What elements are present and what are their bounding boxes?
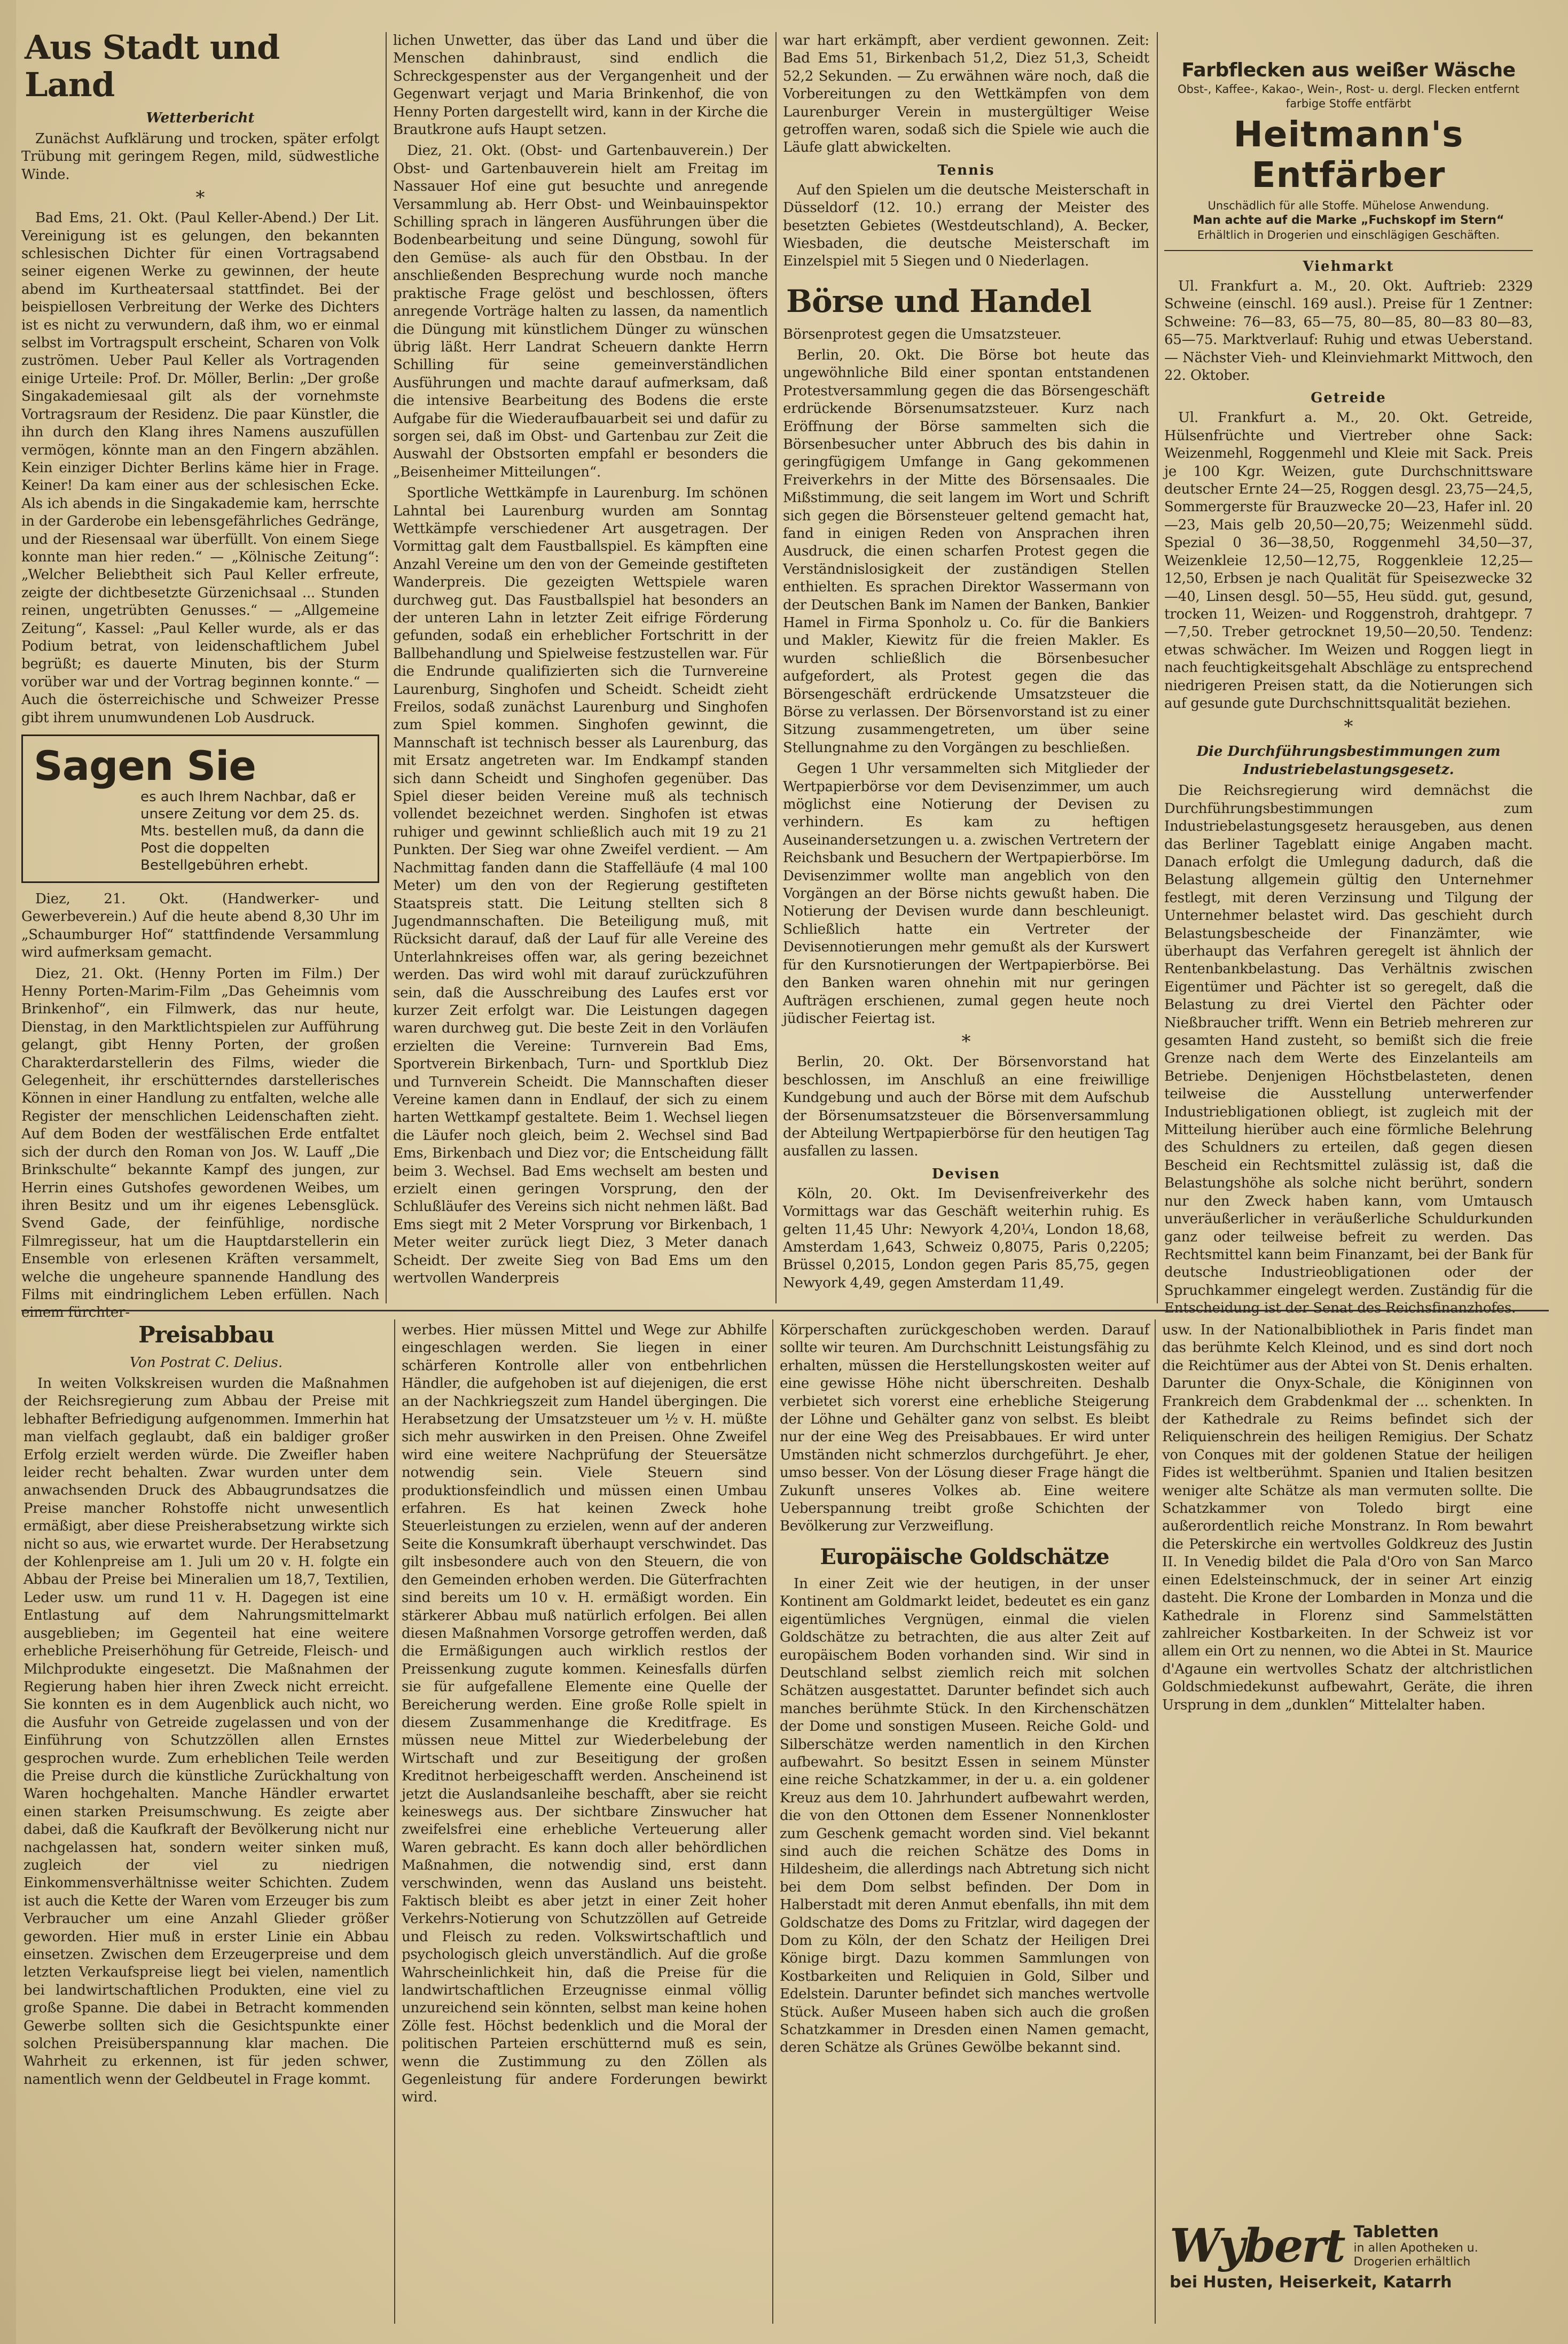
article-industriebelastung: Die Reichsregierung wird demnächst die Durchführungsbestimmungen zum Industriebelastungsgesetz herausgeben, aus denen das Berliner Tageblatt einige Angaben macht. Danach erfolgt die Umlegung dadurch, daß die Belastung allgemein gültig den Unternehmer festlegt, mit deren Verzinsung und Tilgung der Unternehmer belastet wird. Das geschieht durch Belastungsbescheide der Finanzämter, wie überhaupt das Verfahren geregelt ist ähnlich der Rentenbankbelastung. Das Verhältnis zwischen Eigentümer und Pächter ist so geregelt, daß die Belastung zu drei Viertel den Pächter oder Nießbraucher trifft. Wenn ein Betrieb mehreren zur gesamten Hand zusteht, so bemißt sich die freie Grenze nach dem Werte des Einzelanteils am Betriebe. Denjenigen Höchstbelasteten, denen teilweise die Ausstellung unterwerfender Industriebligationen obliegt, ist zugleich mit der Mitteilung hierüber auch eine förmliche Belehrung des Schuldners zu erteilen, daß gegen diesen Bescheid ein Rechtsmittel zulässig ist, daß die Belastungshöhe als solche nicht berührt, sondern nur den Zweck haben kann, vom Umtausch unveräußerlicher in veräußerliche Schuldurkunden ganz oder teilweise befreit zu werden. Das Rechtsmittel kann beim Finanzamt, bei der Bank für deutsche Industrieobligationen oder der Spruchkammer eingelegt werden. Zuständig für die Entscheidung ist der Senat des Reichsfinanzhofes. — [1164, 783, 1533, 1317]
column-rule — [1157, 32, 1158, 1303]
ad-subline: Obst-, Kaffee-, Kakao-, Wein-, Rost- u. dergl. Flecken entfernt farbige Stoffe entfärbt — [1178, 83, 1519, 110]
column-rule — [1155, 1319, 1156, 2324]
column-goldschaetze — [780, 1322, 1149, 2331]
article-title: Europäische Goldschätze — [820, 1544, 1109, 1569]
ad-logo: Wybert — [1170, 2219, 1344, 2273]
article-henny-porten-cont: lichen Unwetter, das über das Land und über die Menschen dahinbraust, sind endlich die Schreckgespenster aus der Vergangenheit und der Gegenwart verjagt und Maria Brinkenhof, die von Henny Porten dargestellt wird, kann in der Kirche die Brautkrone aufs Haupt setzen. — [393, 33, 768, 138]
article-henny-porten: Diez, 21. Okt. (Henny Porten im Film.) Der Henny Porten-Marim-Film „Das Geheimnis vom Brinkenhof“, ein Filmwerk, das nur heute, Dienstag, in den Marktlichtspielen zur Aufführung gelangt, gibt Henny Porten, der großen Charakterdarstellerin des Films, wieder die Gelegenheit, ihr erschütterndes darstellerisches Können in einer Handlung zu entfalten, welche alle Register der menschlichen Leidenschaften zieht. Auf dem Boden der westfälischen Erde entfaltet sich der durch den Roman von Jos. W. Lauff „Die Brinkschulte“ bekannte Kampf des jungen, zur Herrin eines Gutshofes gewordenen Weibes, um ihren Besitz und um ihr eigenes Lebensglück. Svend Gade, der feinfühlige, nordische Filmregisseur, hat um die Hauptdarstellerin ein Ensemble von erlesenen Kräften versammelt, welche die ungeheure spannende Handlung des Films mit eindringlichem Leben erfüllen. Nach einem fürchter- — [21, 965, 379, 1321]
subscription-ad — [21, 735, 379, 883]
column-markets — [1164, 59, 1533, 1317]
column-rule — [772, 1319, 773, 2324]
viehmarkt-title: Viehmarkt — [1303, 259, 1394, 275]
ad-text: es auch Ihrem Nachbar, daß er unsere Zeitung vor dem 25. ds. Mts. bestellen muß, da dann die Post die doppelten Bestellgebühren erhebt. — [140, 789, 364, 873]
wybert-ad — [1170, 2219, 1533, 2324]
article-gewerbeverein: Diez, 21. Okt. (Handwerker- und Gewerbeverein.) Auf die heute abend 8,30 Uhr im „Schaumburger Hof“ stattfindende Versammlung wird aufmerksam gemacht. — [21, 891, 379, 961]
ad-brand: Heitmann's Entfärber — [1233, 114, 1464, 196]
column-local-news — [21, 27, 379, 1321]
column-boerse — [783, 32, 1149, 1306]
entfaerber-ad — [1164, 59, 1533, 243]
column-goldschaetze-cont — [1162, 1322, 1533, 2155]
weather-text: Zunächst Aufklärung und trocken, später erfolgt Trübung mit geringem Regen, mild, südwestliche Winde. — [21, 131, 379, 183]
column-local-news-cont — [393, 32, 768, 1306]
ad-trademark: Man achte auf die Marke „Fuchskopf im Stern“ — [1193, 214, 1504, 227]
ad-availability: Erhältlich in Drogerien und einschlägigen Geschäften. — [1197, 229, 1500, 241]
article-viehmarkt: Ul. Frankfurt a. M., 20. Okt. Auftrieb: 2329 Schweine (einschl. 169 ausl.). Preise für 1 Zentner: Schweine: 76—83, 65—75, 80—85, 80—83 80—83, 65—75. Marktverlauf: Ruhig und etwas Ueberstand. — Nächster Vieh- und Kleinviehmarkt Mittwoch, den 22. Oktober. — [1164, 278, 1533, 384]
article-laurenburg-sport: Sportliche Wettkämpfe in Laurenburg. Im schönen Lahntal bei Laurenburg wurden am Sonntag Wettkämpfe verschiedener Art ausgetragen. Der Vormittag galt dem Faustballspiel. Es kämpften eine Anzahl Vereine um den von der Gemeinde gestifteten Wanderpreis. Die gezeigten Wettspiele waren durchweg gut. Das Faustballspiel hat besonders an der unteren Lahn in letzter Zeit eifrige Förderung gefunden, sodaß ein erheblicher Fortschritt in der Ballbehandlung und Spielweise festzustellen war. Für die Endrunde qualifizierten sich die Turnvereine Laurenburg, Singhofen und Scheidt. Scheidt zieht Freilos, sodaß zunächst Laurenburg und Singhofen zum Spiel kommen. Singhofen gewinnt, die Mannschaft ist technisch besser als Laurenburg, das mit Ersatz angetreten war. Im Endkampf standen sich dann Scheidt und Singhofen gegenüber. Das Spiel dieser beiden Vereine muß als technisch vollendet bezeichnet werden. Singhofen ist etwas ruhiger und gewinnt schließlich auch mit 19 zu 21 Punkten. Der Sieg war ohne Zweifel verdient. — Am Nachmittag fanden dann die Staffelläufe (4 mal 100 Meter) um den von der Regierung gestifteten Staatspreis statt. Die Leitung stellten sich 8 Jugendmannschaften. Die Beteiligung muß, mit Rücksicht darauf, daß der Lauf für alle Vereine des Unterlahnkreises offen war, als gering bezeichnet werden. Das wird wohl mit darauf zurückzuführen sein, daß die Ausschreibung des Laufes erst vor kurzer Zeit erfolgt war. Die Leistungen dagegen waren durchweg gut. Die beste Zeit in den Vorläufen erzielten die Vereine: Turnverein Bad Ems, Sportverein Birkenbach, Turn- und Sportklub Diez und Turnverein Scheidt. Die Mannschaften dieser Vereine kamen dann in Endlauf, der sich zu einem harten Wettkampf gestaltete. Beim 1. Wechsel liegen die Läufer noch gleich, beim 2. Wechsel sind Bad Ems, Birkenbach und Diez vor; die Entscheidung fällt beim 3. Wechsel. Bad Ems wechselt am besten und erzielt einen geringen Vorsprung, den der Schlußläufer des Vereins sich nicht nehmen läßt. Bad Ems siegt mit 2 Meter Vorsprung vor Birkenbach, 1 Meter weiter zurück liegt Diez, 3 Meter danach Scheidt. Der zweite Sieg von Bad Ems um den wertvollen Wanderpreis — [393, 485, 768, 1287]
separator-star: * — [1344, 716, 1353, 738]
column-preisabbau — [23, 1319, 389, 2332]
section-heading: Aus Stadt und Land — [25, 28, 280, 104]
separator-star: * — [195, 187, 205, 209]
paper-fold-shadow — [0, 0, 16, 2344]
tennis-title: Tennis — [937, 162, 995, 178]
divider — [1164, 250, 1533, 251]
article-obstbauverein: Diez, 21. Okt. (Obst- und Gartenbauverein.) Der Obst- und Gartenbauverein hielt am Freitag im Nassauer Hof eine gut besuchte und anregende Versammlung ab. Herr Obst- und Weinbauinspektor Schilling sprach in längeren Ausführungen über die Bodenbearbeitung und seine Düngung, sowohl für den Gemüse- als auch für den Obstbau. In der anschließenden Besprechung wurde noch manche praktische Frage gelöst und beschlossen, öfters anregende Vorträge halten zu lassen, da namentlich die Düngung mit künstlichem Dünger zu wünschen übrig läßt. Herr Landrat Scheuern dankte Herrn Schilling für seine gemeinverständlichen Ausführungen und machte darauf aufmerksam, daß die intensive Bearbeitung des Bodens die erste Aufgabe für die Wiederaufbauarbeit sei und dafür zu sorgen sei, daß im Obst- und Gartenbau zur Zeit die Auswahl der Obstsorten empfahl er besonders die „Beisenheimer Mitteilungen“. — [393, 143, 768, 480]
weather-title: Wetterbericht — [146, 110, 255, 126]
article-preisabbau: In weiten Volkskreisen wurden die Maßnahmen der Reichsregierung zum Abbau der Preise mit lebhafter Befriedigung aufgenommen. Immerhin hat man vielfach geglaubt, daß ein baldiger großer Erfolg erzielt werden würde. Die Zweifler haben leider recht behalten. Zwar wurden unter dem anwachsenden Druck des Abbaugrundsatzes die Preise mancher Rohstoffe nicht unwesentlich ermäßigt, aber diese Preisherabsetzung wirkte sich nicht so aus, wie erwartet wurde. Der Herabsetzung der Kohlenpreise am 1. Juli um 20 v. H. folgte ein Abbau der Preise bei Mineralien um 18,7, Textilien, Leder usw. um rund 11 v. H. Dagegen ist eine Entlastung auf dem Nahrungsmittelmarkt ausgeblieben; im Gegenteil hat eine weitere erhebliche Preiserhöhung für Getreide, Fleisch- und Milchprodukte eingesetzt. Die Maßnahmen der Regierung haben hier ihren Zweck nicht erreicht. Sie konnten es in dem Augenblick auch nicht, wo die Ausfuhr von Getreide zugelassen und von der Einführung von Schutzzöllen allen Ernstes gesprochen wurde. Zum erheblichen Teile werden die Preise durch die künstliche Zurückhaltung von Waren hochgehalten. Manche Händler erwartet einen starken Preisumschwung. Es zeigte aber dabei, daß die Kaufkraft der Bevölkerung nicht nur nachgelassen hat, sondern weiter sinken muß, zugleich der viel zu niedrigen Einkommensverhältnisse weiter Schichten. Zudem ist auch die Kette der Waren vom Erzeuger bis zum Verbraucher um eine Anzahl Glieder größer geworden. Hier muß in erster Linie ein Abbau einsetzen. Zwischen dem Erzeugerpreise und dem letzten Verkaufspreise liegt bei vielen, namentlich bei landwirtschaftlichen Produkten, eine viel zu große Spanne. Die dabei in Betracht kommenden Gewerbe sollten sich die Gesichtspunkte einer solchen Preisüberspannung klar machen. Die Wahrheit zu erkennen, ist für jeden schwer, namentlich wenn der Geldbeutel in Frage kommt. — [23, 1376, 389, 2088]
devisen-title: Devisen — [931, 1166, 1001, 1182]
article-preisabbau-cont: werbes. Hier müssen Mittel und Wege zur Abhilfe eingeschlagen werden. Sie liegen in einer schärferen Kontrolle aller von entbehrlichen Händler, die aufgehoben ist auf diejenigen, die erst an der Nachkriegszeit zum Handel übergingen. Die Herabsetzung der Umsatzsteuer um ½ v. H. müßte sich mehr auswirken in den Preisen. Ohne Zweifel wird eine weitere Nachprüfung der Steuersätze notwendig sein. Viele Steuern sind produktionsfeindlich und müssen einen Umbau erfahren. Es hat keinen Zweck hohe Steuerleistungen zu erzielen, wenn auf der anderen Seite die Konsumkraft überhaupt verschwindet. Das gilt insbesondere auch von den Steuern, die von den Gemeinden erhoben werden. Die Güterfrachten sind bereits um 10 v. H. ermäßigt worden. Ein stärkerer Abbau muß natürlich erfolgen. Bei allen diesen Maßnahmen Vorsorge getroffen werden, daß die Ermäßigungen auch wirklich restlos der Preissenkung zugute kommen. Keinesfalls dürfen sie für aufgefallene Elemente eine Quelle der Bereicherung werden. Eine große Rolle spielt in diesem Zusammenhange die Kreditfrage. Es müssen neue Mittel zur Wiederbelebung der Wirtschaft und zur Beseitigung der großen Kreditnot herbeigeschafft werden. Anscheinend ist jetzt die Auslandsanleihe beschafft, aber sie reicht keineswegs aus. Der sichtbare Zinswucher hat zweifelsfrei eine erhebliche Verteuerung aller Waren gebracht. Es kann doch aller behördlichen Maßnahmen, die notwendig sind, erst dann verschwinden, wenn das Ausland uns beisteht. Faktisch bleibt es aber jetzt in einer Zeit hoher Verkehrs-Notierung von Schutzzöllen auf Getreide und Fleisch zu reden. Volkswirtschaftlich und psychologisch gleich unverständlich. Auf die große Wahrscheinlichkeit hin, daß die Preise für die landwirtschaftlichen Erzeugnisse einmal völlig unzureichend sein könnten, selbst man keine hohen Zölle fest. Höchst bedenklich und die Moral der politischen Parteien erschütternd muß es sein, wenn die Zustimmung zu den Zöllen als Gegenleistung für andere Forderungen bewirkt wird. — [402, 1322, 767, 2106]
byline: Von Postrat C. Delius. — [129, 1355, 283, 1371]
ad-headline: Farbflecken aus weißer Wäsche — [1181, 59, 1516, 81]
separator-star: * — [961, 1031, 971, 1053]
ad-availability: in allen Apotheken u. Drogerien erhältlich — [1353, 2241, 1478, 2269]
ad-note: Unschädlich für alle Stoffe. Mühelose Anwendung. — [1208, 199, 1489, 212]
ad-product: Tabletten — [1353, 2223, 1439, 2241]
article-boersenvorstand: Berlin, 20. Okt. Der Börsenvorstand hat beschlossen, im Anschluß an eine freiwillige Kundgebung und auch der Börse mit dem Aufschub der Börsenumsatzsteuer die Börsenversammlung der Abteilung Wertpapierbörse für den heutigen Tag ausfallen zu lassen. — [783, 1054, 1149, 1160]
article-laurenburg-cont: war hart erkämpft, aber verdient gewonnen. Zeit: Bad Ems 51, Birkenbach 51,2, Diez 51,3, Scheidt 52,2 Sekunden. — Zu erwähnen wäre noch, daß die Vorbereitungen zu den Wettkämpfen von dem Laurenburger Verein in mustergültiger Weise getroffen waren, sodaß sich die Spiele wie auch die Läufe glatt abwickelten. — [783, 33, 1149, 156]
ad-headline: Sagen Sie — [34, 742, 256, 790]
column-rule — [394, 1319, 395, 2324]
article-preisabbau-end: Körperschaften zurückgeschoben werden. Darauf sollte wir teuren. Am Durchschnitt Leistungsfähig zu erhalten, müssen die Herstellungskosten weiter auf eine gewisse Höhe nicht überschreiten. Deshalb verbietet sich vorerst eine erhebliche Steigerung der Löhne und Gehälter ganz von selbst. Es bleibt nur der eine Weg des Preisabbaues. Er wird unter Umständen nicht schmerzlos durchgeführt. Je eher, umso besser. Von der Lösung dieser Frage hängt die Zukunft unseres Volkes ab. Eine weitere Ueberspannung treibt große Schichten der Bevölkerung zur Verzweiflung. — [780, 1322, 1149, 1535]
column-rule — [775, 32, 777, 1303]
article-devisen: Köln, 20. Okt. Im Devisenfreiverkehr des Vormittags war das Geschäft weiterhin ruhig. Es gelten 11,45 Uhr: Newyork 4,20¼, London 18,68, Amsterdam 1,643, Schweiz 0,8075, Paris 0,2205; Brüssel 0,2015, London gegen Paris 85,75, gegen Newyork 4,49, gegen Amsterdam 11,49. — [783, 1185, 1149, 1291]
ad-use: bei Husten, Heiserkeit, Katarrh — [1170, 2273, 1452, 2292]
subheading: Die Durchführungsbestimmungen zum Industriebelastungsgesetz. — [1196, 744, 1501, 778]
article-tennis: Auf den Spielen um die deutsche Meisterschaft in Düsseldorf (12. 10.) errang der Meister des besetzten Gebietes (Westdeutschland), A. Becker, Wiesbaden, die deutsche Meisterschaft im Einzelspiel mit 5 Siegen und 0 Niederlagen. — [783, 182, 1149, 270]
article-goldschaetze-cont: usw. In der Nationalbibliothek in Paris findet man das berühmte Kelch Kleinod, und es sind dort noch die Reichtümer aus der Abtei von St. Denis erhalten. Darunter die Onyx-Schale, die Königinnen von Frankreich dem Grabdenkmal der ... schenkten. In der Kathedrale zu Reims befindet sich der Reliquienschrein des heiligen Remigius. Der Schatz von Conques mit der goldenen Statue der heiligen Fides ist weltberühmt. Spanien und Italien besitzen weniger alte Schätze als man vermuten sollte. Die Schatzkammer von Toledo birgt eine außerordentlich reiche Monstranz. In Rom bewahrt die Peterskirche ein wertvolles Goldkreuz des Justin II. In Venedig bildet die Pala d'Oro von San Marco einen Edelsteinschmuck, der in seiner Art einzig dasteht. Die Krone der Lombarden in Monza und die Kathedrale in Florenz sind Sammelstätten zahlreicher Kostbarkeiten. In der Schweiz ist vor allem ein Ort zu nennen, wo die Abtei in St. Maurice d'Agaune ein wertvolles Schatz der altchristlichen Goldschmiedekunst aufbewahrt, Geräte, die ihren Ursprung in dem „dunklen“ Mittelalter haben. — [1162, 1322, 1533, 1713]
section-heading: Börse und Handel — [786, 283, 1092, 319]
article-title: Preisabbau — [138, 1322, 274, 1348]
subheading: Börsenprotest gegen die Umsatzsteuer. — [783, 326, 1062, 342]
getreide-title: Getreide — [1311, 390, 1386, 407]
column-preisabbau-cont — [402, 1322, 767, 2331]
article-boersenprotest: Berlin, 20. Okt. Die Börse bot heute das ungewöhnliche Bild einer spontan entstandenen Protestversammlung gegen die das Börsengeschäft erdrückende Börsenumsatzsteuer. Kurz nach Eröffnung der Börse sammelten sich die Börsenbesucher unter Abbruch des bis dahin in geringfügigem Umfange in Gang gekommenen Freiverkehrs in der Mitte des Börsensaales. Die Mißstimmung, die seit langem im Wort und Schrift sich gegen die Börsensteuer geltend gemacht hat, fand in einigen Reden von Ansprachen ihren Ausdruck, die einen scharfen Protest gegen die Verständnislosigkeit der zuständigen Stellen enthielten. Es sprachen Direktor Wassermann von der Deutschen Bank im Namen der Banken, Bankier Hamel in Firma Sponholz u. Co. für die Bankiers und Makler, Kiewitz für die freien Makler. Es wurden schließlich die Börsenbesucher aufgefordert, als Protest gegen die das Börsengeschäft erdrückende Umsatzsteuer die Börse zu verlassen. Der Börsenvorstand ist zu einer Sitzung zusammengetreten, um über seine Stellungnahme zu den Vorgängen zu beschließen. — [783, 347, 1149, 756]
article-paul-keller: Bad Ems, 21. Okt. (Paul Keller-Abend.) Der Lit. Vereinigung ist es gelungen, den bekannten schlesischen Dichter für einen Vortragsabend seiner eigenen Werke zu gewinnen, der heute abend im Kurtheatersaal stattfindet. Bei der beispiellosen Verbreitung der Werke des Dichters ist es nicht zu verwundern, daß ihm, wo er einmal selbst im Vortragspult erscheint, Scharen von Volk zuströmen. Ueber Paul Keller als Vortragenden einige Urteile: Prof. Dr. Möller, Berlin: „Der große Singakademiesaal gilt als der vornehmste Vortragsraum der Residenz. Die paar Künstler, die ihn durch den Klang ihres Namens auszufüllen vermögen, könnte man an den Fingern abzählen. Kein einziger Dichter Berlins käme hier in Frage. Keiner! Da kam einer aus der schlesischen Ecke. Als ich abends in die Singakademie kam, herrschte in der Garderobe ein lebensgefährliches Gedränge, und der Riesensaal war überfüllt. Von einem Siege konnte man hier reden.“ — „Kölnische Zeitung“: „Welcher Beliebtheit sich Paul Keller erfreute, zeigte der dichtbesetzte Gürzenichsaal ... Stunden reinen, ungetrübten Genusses.“ — „Allgemeine Zeitung“, Kassel: „Paul Keller wurde, als er das Podium betrat, von leidenschaftlichem Jubel begrüßt; es dauerte Minuten, bis der Sturm vorüber war und der Vortrag beginnen konnte.“ — Auch die österreichische und Schweizer Presse gibt ihrem unumwundenen Lob Ausdruck. — [21, 210, 379, 726]
article-goldschaetze: In einer Zeit wie der heutigen, in der unser Kontinent am Goldmarkt leidet, bedeutet es ein ganz eigentümliches Vergnügen, einmal die vielen Goldschätze zu betrachten, die aus alter Zeit auf europäischem Boden vorhanden sind. Wir sind in Deutschland selbst ziemlich reich mit solchen Schätzen ausgestattet. Darunter befindet sich auch manches berühmte Stück. In den Kirchenschätzen der Dome und sonstigen Museen. Reiche Gold- und Silberschätze werden namentlich in den Kirchen aufbewahrt. So besitzt Essen in seinem Münster eine reiche Schatzkammer, in der u. a. ein goldener Kreuz aus dem 10. Jahrhundert aufbewahrt werden, die von den Ottonen dem Essener Nonnenkloster zum Geschenk gemacht worden sind. Viel bekannt sind auch die reichen Schätze des Doms in Hildesheim, die allerdings nach Abtretung sich nicht bei dem Dom selbst befinden. Der Dom in Halberstadt mit deren Anmut ebenfalls, ihn mit dem Goldschatze des Doms zu Fritzlar, wird dagegen der Dom zu Köln, der den Schatz der Heiligen Drei Könige birgt. Dazu kommen Sammlungen von Kostbarkeiten und Reliquien in Gold, Silber und Edelstein. Darunter befindet sich manches wertvolle Stück. Außer Museen haben sich auch die großen Schatzkammer in Dresden einen Namen gemacht, deren Schätze als Grünes Gewölbe bekannt sind. — [780, 1575, 1149, 2056]
column-rule — [386, 32, 387, 1303]
article-devisenzimmer: Gegen 1 Uhr versammelten sich Mitglieder der Wertpapierbörse vor dem Devisenzimmer, um auch möglichst eine Notierung der Devisen zu verhindern. Es kam zu heftigen Auseinandersetzungen u. a. zwischen Vertretern der Reichsbank und Besuchern der Wertpapierbörse. Im Devisenzimmer wollte man angeblich von den Vorgängen an der Börse nichts gewußt haben. Die Notierung der Devisen wurde dann beschleunigt. Schließlich hatte ein Vertreter der Devisennotierungen mehr gemußt als der Kurswert für den Kursnotierungen der Wertpapierbörse. Bei den Banken waren ohnehin mit nur geringen Aufträgen erschienen, zumal gegen heute noch jüdischer Feiertag ist. — [783, 761, 1149, 1027]
article-getreide: Ul. Frankfurt a. M., 20. Okt. Getreide, Hülsenfrüchte und Viertreber ohne Sack: Weizenmehl, Roggenmehl und Kleie mit Sack. Preis je 100 Kgr. Weizen, gute Durchschnittsware deutscher Ernte 24—25, Roggen desgl. 23,75—24,5, Sommergerste für Brauzwecke 20—23, Hafer inl. 20—23, Mais gelb 20,50—20,75; Weizenmehl südd. Spezial 0 36—38,50, Roggenmehl 34,50—37, Weizenkleie 12,50—12,75, Roggenkleie 12,25—12,50, Erbsen je nach Qualität für Speisezwecke 32—40, Linsen desgl. 50—55, Heu südd. gut, gesund, trocken 11, Weizen- und Roggenstroh, drahtgepr. 7—7,50. Treber getrocknet 19,50—20,50. Tendenz: etwas schwächer. Im Weizen und Roggen liegt in nach feuchtigkeitsgehalt Abschläge zu entsprechend niedrigeren Preisen statt, da die Notierungen sich auf gesunde gute Durchschnittsqualität beziehen. — [1164, 410, 1533, 712]
